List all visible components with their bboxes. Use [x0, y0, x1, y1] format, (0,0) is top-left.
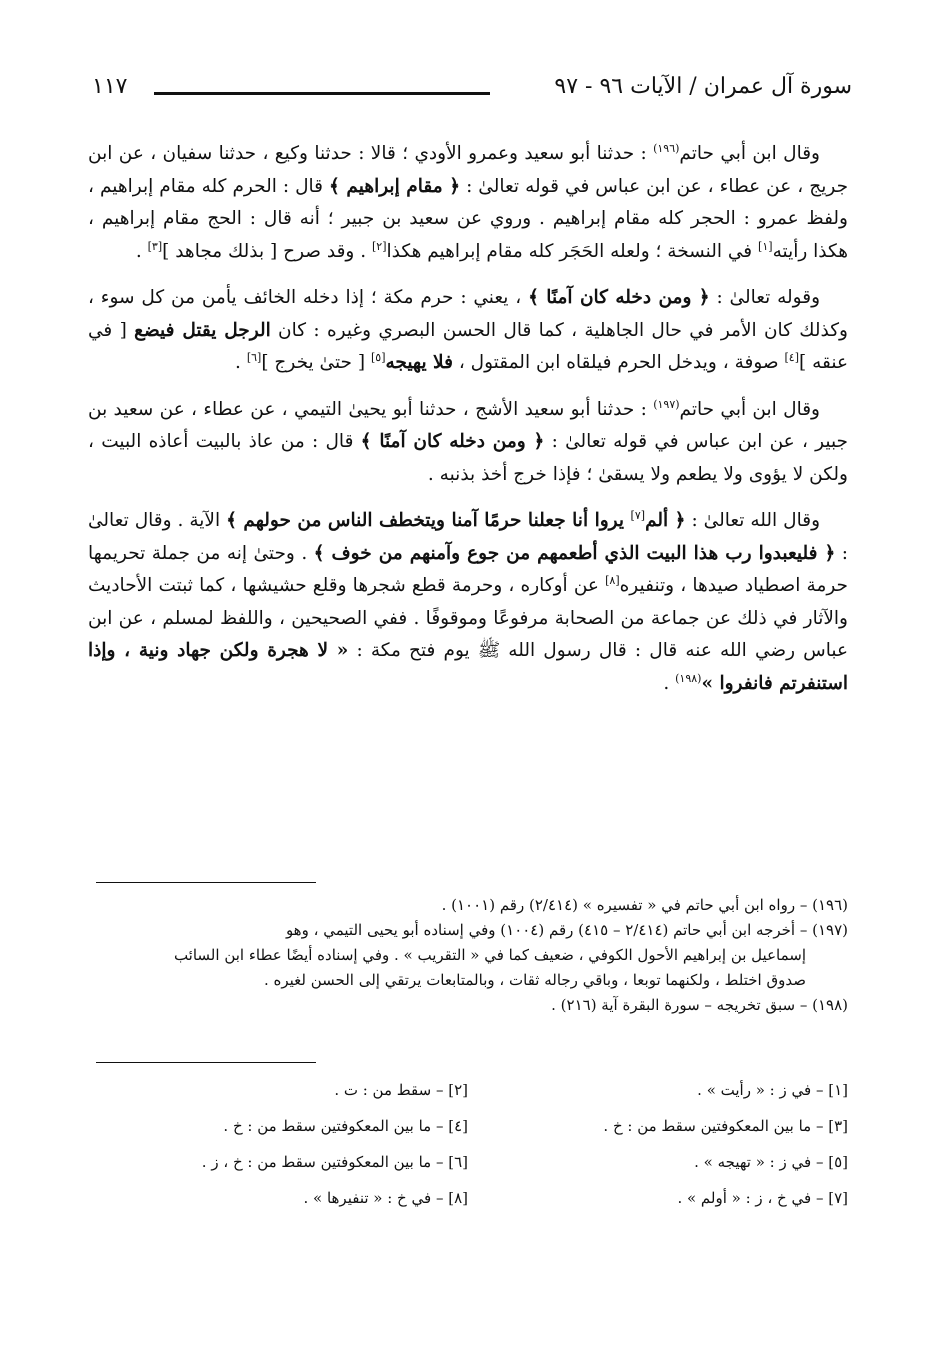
text: وقال ابن أبي حاتم	[679, 398, 820, 420]
quran-quote: ﴿ ومن دخله كان آمنًا ﴾	[528, 287, 710, 308]
footnotes	[88, 893, 848, 1018]
text: : حدثنا أبو سعيد الأشج ، حدثنا أبو يحيىٰ التيمي ، عن عطاء ، عن سعيد بن جبير ، عن ابن عباس في قوله تعالىٰ :	[88, 398, 848, 452]
paragraph-4	[88, 505, 848, 700]
text: [ حتىٰ يخرج ]	[261, 352, 371, 373]
footnote-ref: (١٩٨)	[675, 671, 702, 685]
text: .	[235, 352, 247, 373]
variant-ref: [٨]	[605, 573, 620, 587]
variant-row	[88, 1180, 848, 1216]
variant-note: [٢] – سقط من : ت .	[334, 1081, 468, 1099]
text: صوفة ، ويدخل الحرم فيلقاه ابن المقتول ،	[452, 352, 785, 373]
text: ، يعني : حرم مكة ؛ إذا دخله الخائف يأمن من كل سوء ، وكذلك كان الأمر في حال الجاهلية ، كما قال الحسن البصري وغيره : كان	[88, 287, 848, 341]
bold-text: فلا يهيجه	[385, 352, 453, 373]
text: عن أوكاره ، وحرمة قطع شجرها وقلع حشيشها ، كما ثبتت الأحاديث والآثار في ذلك عن جماعة من الصحابة مرفوعًا وموقوفًا . ففي الصحيحين ، واللفظ لمسلم ، عن ابن عباس رضي الله عنه قال : قال رسول الله ﷺ يوم فتح مكة :	[88, 575, 849, 661]
header-rule	[154, 92, 490, 95]
footnote-ref: (١٩٦)	[653, 141, 680, 155]
text: . وحتىٰ إنه من جملة تحريمها حرمة اصطياد صيدها ، وتنفيره	[88, 542, 848, 596]
text: وقال ابن أبي حاتم	[679, 143, 820, 164]
footnote-197-cont: إسماعيل بن إبراهيم الأحول الكوفي ، ضعيف كما في « التقريب » . وفي إسناده أيضًا عطاء ابن السائب	[173, 946, 806, 964]
variant-note: [٣] – ما بين المعكوفتين سقط من : خ .	[603, 1117, 848, 1135]
text: وقوله تعالىٰ :	[709, 287, 821, 308]
text: .	[135, 240, 148, 262]
variant-ref: [٦]	[246, 350, 262, 364]
variant-row	[88, 1072, 848, 1108]
variants-separator	[96, 1062, 316, 1063]
variant-ref: [٣]	[147, 239, 163, 253]
variant-ref: [١]	[758, 239, 773, 253]
footnote-197: (١٩٧) – أخرجه ابن أبي حاتم (٢/٤١٤ – ٤١٥) رقم (١٠٠٤) وفي إسناده أبو يحيى التيمي ، وهو	[285, 921, 848, 939]
quran-quote: يروا أنا جعلنا حرمًا آمنا ويتخطف الناس من حولهم ﴾	[226, 510, 631, 531]
text: . وقد صرح [ بذلك مجاهد ]	[162, 240, 372, 262]
variant-note: [٨] – في خ : « تنفيرها » .	[303, 1189, 468, 1207]
variant-ref: [٧]	[630, 508, 646, 522]
paragraph-2	[88, 282, 848, 380]
running-title: سورة آل عمران / الآيات ٩٦ - ٩٧	[554, 74, 852, 99]
variant-ref: [٥]	[370, 350, 386, 364]
text: وقال الله تعالىٰ :	[685, 510, 820, 531]
main-text	[88, 138, 848, 710]
footnote-196: (١٩٦) – رواه ابن أبي حاتم في « تفسيره » (٢/٤١٤) رقم (١٠٠١) .	[441, 896, 848, 914]
text: الآية . وقال تعالىٰ :	[88, 510, 848, 564]
footnote-197-cont: صدوق اختلط ، ولكنهما توبعا ، وباقي رجاله ثقات ، وبالمتابعات يرتقي إلى الحسن لغيره .	[263, 971, 806, 989]
hadith-quote: « لا هجرة ولكن جهاد ونية ، وإذا استنفرتم فانفروا »	[88, 640, 848, 694]
text: قال : من عاذ بالبيت أعاذه البيت ، ولكن لا يؤوى ولا يطعم ولا يسقىٰ ؛ فإذا خرج أخذ بذنبه .	[88, 431, 848, 485]
quran-quote: ﴿ ألم	[645, 510, 686, 531]
variant-note: [٦] – ما بين المعكوفتين سقط من : خ ، ز .	[201, 1153, 468, 1171]
page-number: ١١٧	[92, 74, 128, 99]
variant-notes	[88, 1072, 848, 1216]
variant-row	[88, 1108, 848, 1144]
paragraph-1	[88, 138, 848, 268]
footnote-198: (١٩٨) – سبق تخريجه – سورة البقرة آية (٢١٦) .	[551, 996, 848, 1014]
variant-ref: [٤]	[784, 350, 799, 364]
text: [ في عنقه ]	[88, 319, 848, 373]
variant-row	[88, 1144, 848, 1180]
variant-note: [٥] – في ز : « تهيجه » .	[694, 1153, 848, 1171]
footnote-separator	[96, 882, 316, 883]
variant-ref: [٢]	[372, 239, 387, 253]
bold-text: الرجل يقتل فيضع	[134, 319, 271, 341]
variant-note: [١] – في ز : « رأيت » .	[697, 1081, 848, 1099]
text: في النسخة ؛ ولعله الحَجَر كله مقام إبراهيم هكذا	[386, 240, 759, 262]
footnote-ref: (١٩٧)	[653, 397, 680, 411]
text: : حدثنا أبو سعيد وعمرو الأودي ؛ قالا : حدثنا وكيع ، حدثنا سفيان ، عن ابن جريج ، عن عطاء ، عن ابن عباس في قوله تعالىٰ :	[88, 143, 849, 197]
quran-quote: ﴿ ومن دخله كان آمنًا ﴾	[360, 431, 545, 452]
paragraph-3	[88, 394, 848, 492]
quran-quote: ﴿ مقام إبراهيم ﴾	[329, 175, 461, 197]
text: قال : الحرم كله مقام إبراهيم ، ولفظ عمرو : الحجر كله مقام إبراهيم . وروي عن سعيد بن جبير ؛ أنه قال : الحج مقام إبراهيم ، هكذا رأيته	[88, 175, 848, 262]
text: .	[663, 672, 676, 694]
variant-note: [٧] – في خ ، ز : « أولم » .	[677, 1189, 848, 1207]
quran-quote: ﴿ فليعبدوا رب هذا البيت الذي أطعمهم من جوع وآمنهم من خوف ﴾	[313, 542, 836, 564]
page-header	[92, 72, 852, 112]
variant-note: [٤] – ما بين المعكوفتين سقط من : خ .	[223, 1117, 468, 1135]
